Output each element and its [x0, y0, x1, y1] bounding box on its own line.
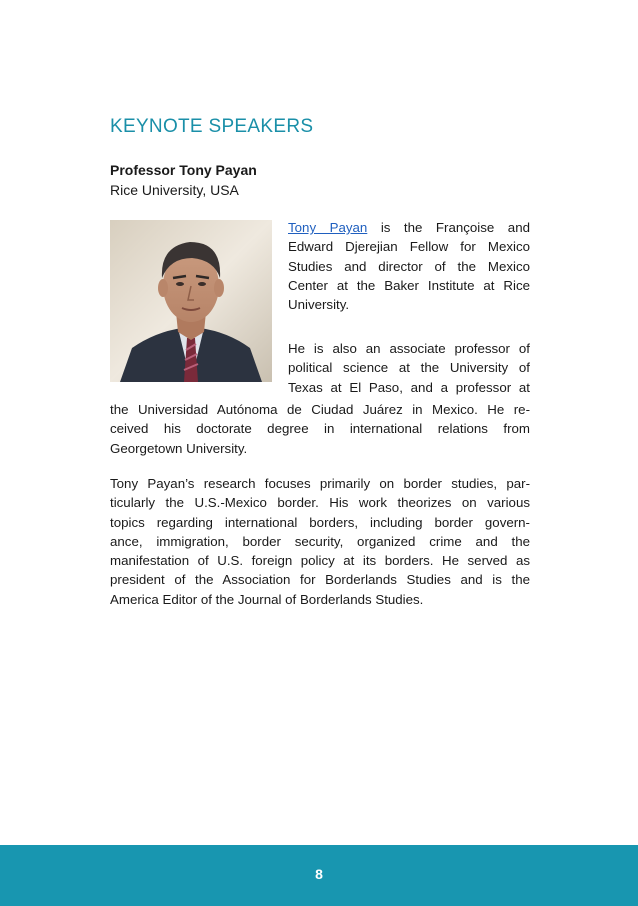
- speaker-name: Professor Tony Payan: [110, 162, 257, 178]
- bio-line: Edward Djerejian Fellow for Mexico: [288, 239, 530, 255]
- bio-line: manifestation of U.S. foreign policy at its borders. He served as: [110, 553, 530, 569]
- bio-line: He is also an associate professor of: [288, 341, 530, 356]
- bio-line: [288, 218, 530, 237]
- bio-paragraph-positions-continued: [110, 400, 530, 458]
- speaker-affiliation: Rice University, USA: [110, 182, 239, 198]
- bio-line: Tony Payan’s research focuses primarily on border studies, par-: [110, 476, 530, 491]
- section-heading: KEYNOTE SPEAKERS: [110, 116, 314, 137]
- speaker-profile-link[interactable]: Tony Payan: [288, 220, 368, 235]
- bio-line: topics regarding international borders, including border govern-: [110, 514, 530, 530]
- bio-line: America Editor of the Journal of Borderlands Studies.: [110, 591, 424, 607]
- bio-line: president of the Association for Borderlands Studies and is the: [110, 572, 530, 588]
- bio-line: political science at the University of: [288, 360, 530, 376]
- bio-text: is the Françoise and: [380, 220, 530, 235]
- bio-line: the Universidad Autónoma de Ciudad Juárez in Mexico. He re-: [110, 402, 530, 417]
- page-footer-bar: [0, 845, 638, 906]
- speaker-portrait-photo: [110, 220, 272, 382]
- bio-line: ceived his doctorate degree in international relations from: [110, 421, 530, 437]
- bio-paragraph-research: [110, 474, 530, 609]
- bio-paragraph-intro: [288, 218, 530, 314]
- bio-line: ance, immigration, border security, organized crime and the: [110, 533, 530, 549]
- bio-line: Georgetown University.: [110, 440, 248, 456]
- bio-line: Studies and director of the Mexico: [288, 258, 530, 274]
- bio-paragraph-positions: [288, 339, 530, 397]
- bio-line: Center at the Baker Institute at Rice: [288, 277, 530, 293]
- page-number: 8: [315, 866, 323, 882]
- portrait-illustration: [110, 220, 272, 382]
- bio-line: ticularly the U.S.-Mexico border. His work theorizes on various: [110, 495, 530, 511]
- bio-line: University.: [288, 297, 350, 313]
- bio-line: Texas at El Paso, and a professor at: [288, 379, 530, 395]
